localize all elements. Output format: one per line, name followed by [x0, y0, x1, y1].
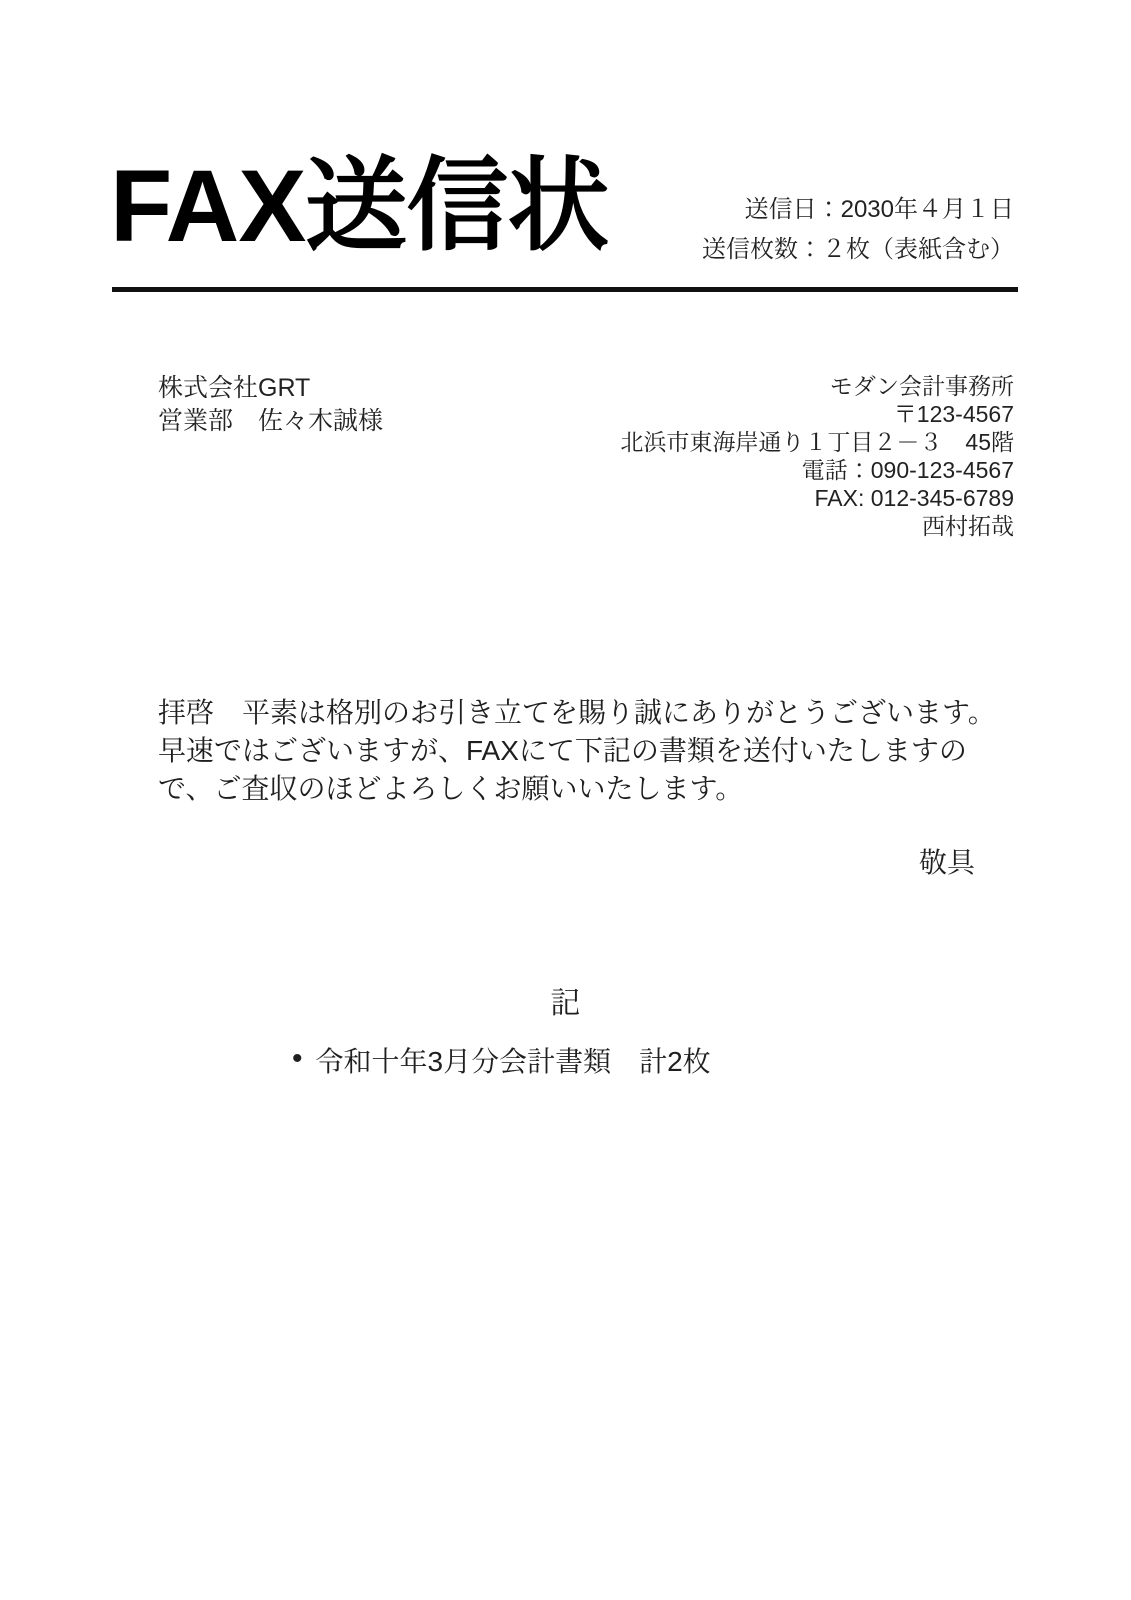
sender-address: 北浜市東海岸通り１丁目２－３ 45階: [620, 429, 1014, 455]
page-title: FAX送信状: [110, 149, 609, 263]
fax-meta-block: [702, 190, 1014, 270]
greeting-line-3: で、ご査収のほどよろしくお願いいたします。: [158, 773, 744, 804]
list-item-text: 令和十年3月分会計書類 計2枚: [315, 1046, 711, 1077]
header-divider: [112, 287, 1018, 292]
closing-word: 敬具: [918, 847, 975, 878]
sender-fax: FAX: 012-345-6789: [814, 485, 1014, 511]
list-item: [292, 1040, 711, 1080]
greeting-paragraph: [158, 694, 996, 808]
recipient-company: 株式会社GRT: [158, 374, 311, 402]
sent-date-line: 送信日：2030年４月１日: [744, 196, 1014, 223]
sender-office: モダン会計事務所: [829, 373, 1014, 399]
sender-phone: 電話：090-123-4567: [801, 457, 1014, 483]
bullet-icon: •: [292, 1042, 303, 1075]
greeting-line-2: 早速ではございますが、FAXにて下記の書類を送付いたしますの: [158, 735, 967, 766]
recipient-block: [158, 372, 383, 438]
notice-heading: 記: [550, 987, 581, 1020]
greeting-line-1: 拝啓 平素は格別のお引き立てを賜り誠にありがとうございます。: [158, 697, 996, 728]
page-count-line: 送信枚数：２枚（表紙含む）: [702, 236, 1014, 263]
sender-block: [620, 372, 1014, 540]
sender-postal-code: 〒123-4567: [893, 401, 1014, 427]
sender-person: 西村拓哉: [922, 513, 1014, 539]
recipient-person: 営業部 佐々木誠様: [158, 407, 384, 435]
